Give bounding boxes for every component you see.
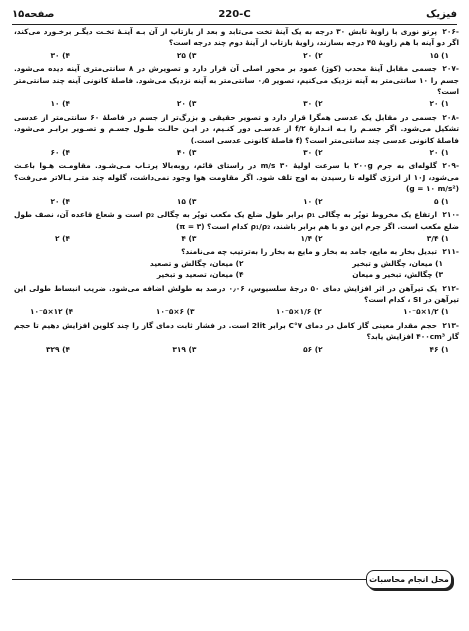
option-2[interactable]: ۲) ۱/۴ (300, 233, 323, 243)
option-2[interactable]: ۲) ۱۰ (303, 196, 323, 206)
option-3[interactable]: ۳) ۲۰ (176, 99, 197, 109)
option-3[interactable]: ۳) ۳۱۹ (172, 344, 197, 354)
question-number: -۲۱۱ (442, 247, 459, 257)
question-number: -۲۱۲ (442, 283, 459, 293)
question-number: -۲۰۸ (442, 112, 459, 122)
option-2[interactable]: ۲) ۲۰ (303, 50, 323, 60)
options-row (14, 196, 459, 207)
questions-list (14, 26, 459, 357)
options-row (14, 233, 459, 244)
option-1[interactable]: ۱) ۲۰ (429, 99, 449, 109)
question-text: ارتفاع یک مخروط توپُر به چگالی ρ₁ برابر طول ضلع یک مکعب توپُر به چگالی ρ₂ است و شعاع قاعده آن، نصف طول ضلع مکعب است. اگر جرم این دو با هم برابر باشند، ρ₁/ρ₂ کدام است؟ (π = ۳) (14, 210, 459, 231)
subject-title: فیزیک (426, 9, 457, 20)
question-text: پرتو نوری با زاویهٔ تابش ۳۰ درجه به یک آینهٔ تخت می‌تابد و بعد از بازتاب از آن بـه آینـهٔ تخـت دیگـر برخـورد می‌کند، اگر دو آینه با هم زاویهٔ ۴۵ درجه بسازند، زاویهٔ بازتاب از آینهٔ دوم چند درجه است؟ (14, 27, 459, 48)
question-number: -۲۰۷ (442, 64, 459, 74)
options-row (14, 344, 459, 355)
option-2[interactable]: ۲) ۳۰ (303, 148, 323, 158)
option-2[interactable]: ۲) ۱/۶×۱۰⁻۵ (275, 307, 322, 317)
question-number: -۲۱۳ (442, 320, 459, 330)
question-207 (14, 63, 459, 110)
option-3[interactable]: ۳) ۶×۱۰⁻۵ (155, 307, 195, 317)
option-4[interactable]: ۴) ۱۰ (50, 99, 71, 109)
option-3[interactable]: ۳) ۴۰ (176, 148, 197, 158)
question-text: حجم مقدار معینی گاز کامل در دمای ۷°C برابر 2lit است. در فشار ثابت دمای گاز را چند کلوین افزایش دهیم تا حجم گاز ۴۰۰cm³ افزایش یابد؟ (14, 320, 459, 342)
question-text: گلوله‌ای به جرم ۲۰۰g با سرعت اولیهٔ ۳۰ m/s در راستای قائم، روبه‌بالا پرتـاب مـی‌شـود. مقاومـت هـوا باعـث می‌شود، ۱۰J از انرژی گلوله تا رسیدن به اوج تلف شود. اگر مقاومت هوا وجود نمی‌داشت، گلوله چند متـر بـالاتر می‌رفت؟ (g = ۱۰ m/s²) (14, 161, 459, 194)
options-grid (14, 258, 459, 281)
option-1[interactable]: ۱) ۴۶ (429, 344, 449, 354)
option-4[interactable]: ۴) ۳۰ (50, 50, 71, 60)
option-2[interactable]: ۲) میعان، چگالش و تصعید (149, 258, 244, 268)
question-208 (14, 112, 459, 159)
question-213 (14, 320, 459, 355)
question-text: تبدیل بخار به مایع، جامد به بخار و مایع به بخار را به‌ترتیب چه می‌نامند؟ (181, 247, 437, 257)
question-number: -۲۰۹ (442, 161, 460, 171)
question-212 (14, 283, 459, 318)
booklet-code: 220-C (218, 9, 251, 20)
option-4[interactable]: ۴) ۶۰ (50, 148, 71, 158)
option-2[interactable]: ۲) ۳۰ (303, 99, 323, 109)
options-row (14, 50, 459, 61)
options-row (14, 98, 459, 109)
question-209 (14, 160, 459, 207)
option-4[interactable]: ۴) ۲۰ (50, 196, 71, 206)
question-text: جسمی در مقابل یک عدسی همگرا قرار دارد و تصویر حقیقی و بزرگ‌تر از جسم در فاصلهٔ ۶۰ سانتی‌متر از عدسی تشکیل می‌شود. اگر جسـم را بـه انـدازهٔ f/۲ از عدسـی دور کنـیم، در ایـن حالـت طـول جسـم و تصـویر برابـر می‌شود. فاصلهٔ کانونی عدسی چند سانتی‌متر است؟ (f فاصلهٔ کانونی عدسی است.) (14, 112, 460, 145)
option-3[interactable]: ۳) ۱۵ (176, 196, 197, 206)
options-row (14, 306, 459, 317)
option-3[interactable]: ۳) چگالش، تبخیر و میعان (352, 270, 443, 280)
question-206 (14, 26, 459, 61)
options-row (14, 147, 459, 158)
option-3[interactable]: ۳) ۲۵ (176, 50, 197, 60)
option-4[interactable]: ۴) ۳۲۹ (46, 344, 71, 354)
question-number: -۲۰۶ (442, 27, 459, 36)
option-4[interactable]: ۴) ۱۲×۱۰⁻۵ (30, 307, 74, 317)
question-number: -۲۱۰ (442, 210, 459, 220)
option-1[interactable]: ۱) ۵ (434, 196, 449, 206)
page-header (12, 9, 457, 23)
question-text: جسمی مقابل آینهٔ محدب (کوژ) عمود بر محور اصلی آن قرار دارد و تصویرش در ۸ سانتی‌متری آینه دیده می‌شود. جسم را ۱۰ سانتی‌متر به آینه نزدیک می‌کنیم، تصویر ۰٫۵ سانتی‌متر به آینه نزدیک می‌شود. فاصلهٔ کانونی آینه چند سانتی‌متر است؟ (14, 64, 460, 97)
option-4[interactable]: ۴) ۲ (55, 233, 71, 243)
option-3[interactable]: ۳) ۴ (181, 233, 197, 243)
option-1[interactable]: ۱) ۲۰ (429, 148, 449, 158)
calculation-area-label: محل انجام محاسبات (366, 570, 452, 589)
question-210 (14, 209, 459, 244)
page-number: صفحه۱۵ (12, 9, 55, 20)
option-1[interactable]: ۱) ۳/۴ (426, 233, 449, 243)
calculation-rule (12, 579, 366, 580)
header-rule (12, 24, 457, 25)
question-211 (14, 246, 459, 280)
option-2[interactable]: ۲) ۵۶ (303, 344, 323, 354)
option-1[interactable]: ۱) ۱/۲×۱۰⁻۵ (403, 307, 449, 317)
option-4[interactable]: ۴) میعان، تصعید و تبخیر (156, 270, 244, 280)
option-1[interactable]: ۱) میعان، چگالش و تبخیر (352, 258, 443, 268)
option-1[interactable]: ۱) ۱۵ (429, 50, 449, 60)
question-text: یک تیرآهن در اثر افزایش دمای ۵۰ درجهٔ سلسیوس، ۰٫۰۶ درصد به طولش اضافه می‌شود. ضریب انبساط طولی این تیرآهن در SI ، کدام است؟ (14, 283, 459, 304)
